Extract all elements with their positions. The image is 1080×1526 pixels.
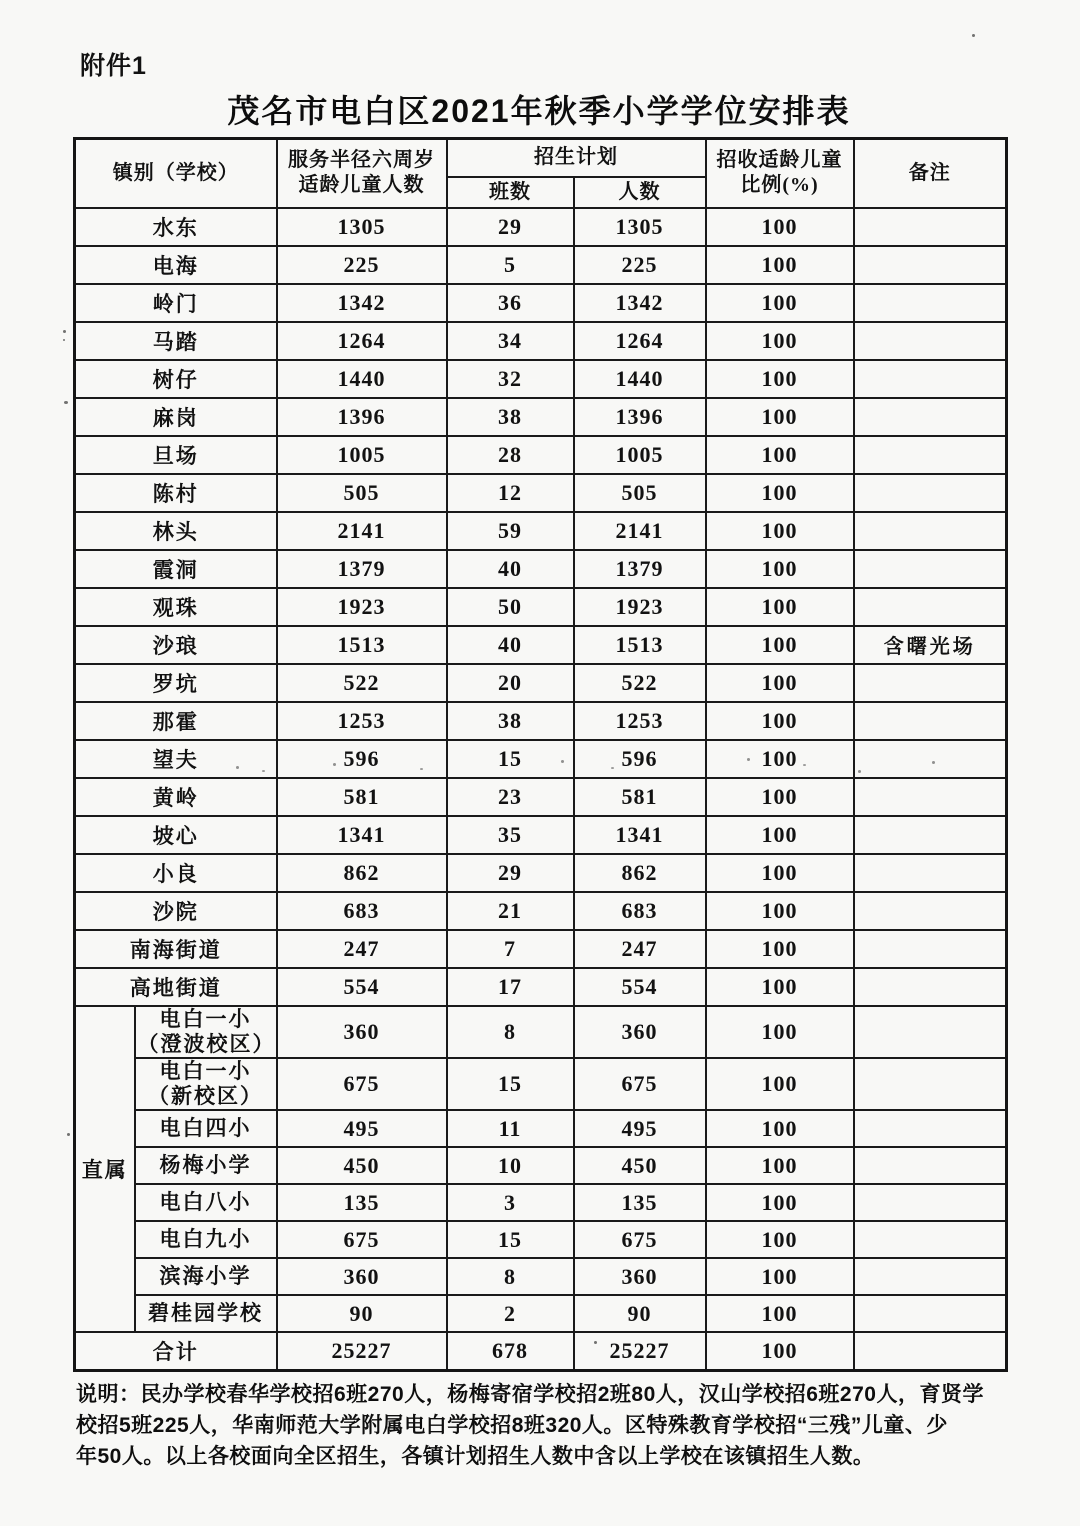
children-count-cell: 581	[277, 778, 447, 816]
classes-cell: 15	[447, 740, 574, 778]
remark-cell	[854, 1058, 1007, 1110]
table-row	[75, 284, 1007, 322]
children-count-cell: 1341	[277, 816, 447, 854]
students-cell: 675	[574, 1221, 706, 1258]
table-header-ratio-line2: 比例(%)	[740, 173, 819, 196]
town-name-cell: 麻岗	[75, 398, 277, 436]
children-count-cell: 1253	[277, 702, 447, 740]
ratio-cell: 100	[706, 1332, 854, 1370]
scan-speck	[594, 1341, 597, 1344]
scan-speck	[63, 339, 65, 341]
town-name-cell: 岭门	[75, 284, 277, 322]
remark-cell	[854, 246, 1007, 284]
ratio-cell: 100	[706, 474, 854, 512]
table-row	[75, 1295, 1007, 1332]
students-cell: 360	[574, 1006, 706, 1058]
ratio-cell: 100	[706, 360, 854, 398]
ratio-cell: 100	[706, 1258, 854, 1295]
town-name-cell: 电海	[75, 246, 277, 284]
table-row	[75, 246, 1007, 284]
students-cell: 1264	[574, 322, 706, 360]
classes-cell: 7	[447, 930, 574, 968]
students-cell: 862	[574, 854, 706, 892]
table-row	[75, 968, 1007, 1006]
town-name-cell: 沙琅	[75, 626, 277, 664]
ratio-cell: 100	[706, 854, 854, 892]
children-count-cell: 135	[277, 1184, 447, 1221]
town-name-cell: 霞洞	[75, 550, 277, 588]
remark-cell	[854, 854, 1007, 892]
remark-cell	[854, 550, 1007, 588]
school-name-line: 滨海小学	[159, 1264, 252, 1289]
school-name-cell	[135, 1184, 277, 1221]
school-name-line: 碧桂园学校	[148, 1301, 263, 1326]
table-header-town: 镇别（学校）	[75, 139, 277, 208]
ratio-cell: 100	[706, 816, 854, 854]
table-row	[75, 1258, 1007, 1295]
students-cell: 505	[574, 474, 706, 512]
direct-group-label-cell: 直属	[75, 1006, 135, 1333]
classes-cell: 28	[447, 436, 574, 474]
students-cell: 1005	[574, 436, 706, 474]
table-row	[75, 1058, 1007, 1110]
classes-cell: 50	[447, 588, 574, 626]
ratio-cell: 100	[706, 1221, 854, 1258]
school-name-cell	[135, 1258, 277, 1295]
children-count-cell: 2141	[277, 512, 447, 550]
scan-speck	[262, 770, 265, 772]
children-count-cell: 225	[277, 246, 447, 284]
table-body	[75, 208, 1007, 1371]
children-count-cell: 90	[277, 1295, 447, 1332]
ratio-cell: 100	[706, 968, 854, 1006]
children-count-cell: 862	[277, 854, 447, 892]
town-name-cell: 望夫	[75, 740, 277, 778]
children-count-cell: 360	[277, 1258, 447, 1295]
ratio-cell: 100	[706, 892, 854, 930]
remark-cell	[854, 284, 1007, 322]
remark-cell: 含曙光场	[854, 626, 1007, 664]
table-row	[75, 436, 1007, 474]
ratio-cell: 100	[706, 1147, 854, 1184]
table-row	[75, 550, 1007, 588]
remark-cell	[854, 512, 1007, 550]
scan-speck	[747, 758, 750, 761]
table-row	[75, 208, 1007, 246]
classes-cell: 23	[447, 778, 574, 816]
total-label-cell: 合计	[75, 1332, 277, 1370]
footnote-line: 校招5班225人，华南师范大学附属电白学校招8班320人。区特殊教育学校招“三残”儿童、少	[76, 1414, 948, 1437]
children-count-cell: 1305	[277, 208, 447, 246]
scan-speck	[64, 401, 68, 404]
ratio-cell: 100	[706, 1295, 854, 1332]
remark-cell	[854, 360, 1007, 398]
remark-cell	[854, 930, 1007, 968]
students-cell: 596	[574, 740, 706, 778]
remark-cell	[854, 702, 1007, 740]
students-cell: 683	[574, 892, 706, 930]
ratio-cell: 100	[706, 588, 854, 626]
classes-cell: 35	[447, 816, 574, 854]
children-count-cell: 495	[277, 1110, 447, 1147]
remark-cell	[854, 436, 1007, 474]
scan-speck	[63, 330, 66, 333]
town-name-cell: 坡心	[75, 816, 277, 854]
school-name-line: 电白八小	[159, 1190, 252, 1215]
children-count-cell: 450	[277, 1147, 447, 1184]
children-count-cell: 522	[277, 664, 447, 702]
students-cell: 1513	[574, 626, 706, 664]
students-cell: 247	[574, 930, 706, 968]
table-row	[75, 1110, 1007, 1147]
children-count-cell: 1342	[277, 284, 447, 322]
scan-speck	[858, 770, 861, 773]
table-row	[75, 892, 1007, 930]
town-name-cell: 罗坑	[75, 664, 277, 702]
classes-cell: 678	[447, 1332, 574, 1370]
school-name-line: 电白一小	[159, 1058, 252, 1083]
classes-cell: 36	[447, 284, 574, 322]
classes-cell: 40	[447, 626, 574, 664]
footnote	[76, 1379, 1014, 1472]
scan-speck	[611, 767, 614, 769]
remark-cell	[854, 1221, 1007, 1258]
total-row	[75, 1332, 1007, 1370]
scan-speck	[236, 766, 239, 769]
school-name-cell	[135, 1147, 277, 1184]
ratio-cell: 100	[706, 778, 854, 816]
footnote-line: 年50人。以上各校面向全区招生，各镇计划招生人数中含以上学校在该镇招生人数。	[76, 1445, 875, 1468]
children-count-cell: 1264	[277, 322, 447, 360]
attachment-label: 附件1	[80, 52, 147, 80]
ratio-cell: 100	[706, 626, 854, 664]
classes-cell: 15	[447, 1058, 574, 1110]
children-count-cell: 675	[277, 1221, 447, 1258]
town-name-cell: 那霍	[75, 702, 277, 740]
table-row	[75, 588, 1007, 626]
children-count-cell: 360	[277, 1006, 447, 1058]
students-cell: 581	[574, 778, 706, 816]
table-row	[75, 360, 1007, 398]
students-cell: 360	[574, 1258, 706, 1295]
table-header-remark: 备注	[854, 139, 1007, 208]
scan-speck	[803, 764, 806, 766]
enrollment-table	[73, 137, 1008, 1372]
school-name-cell	[135, 1110, 277, 1147]
students-cell: 1923	[574, 588, 706, 626]
classes-cell: 38	[447, 398, 574, 436]
school-name-cell	[135, 1221, 277, 1258]
remark-cell	[854, 664, 1007, 702]
town-name-cell: 观珠	[75, 588, 277, 626]
students-cell: 25227	[574, 1332, 706, 1370]
table-row	[75, 778, 1007, 816]
table-row	[75, 930, 1007, 968]
remark-cell	[854, 1006, 1007, 1058]
students-cell: 1305	[574, 208, 706, 246]
remark-cell	[854, 968, 1007, 1006]
remark-cell	[854, 1184, 1007, 1221]
classes-cell: 17	[447, 968, 574, 1006]
town-name-cell: 树仔	[75, 360, 277, 398]
town-name-cell: 黄岭	[75, 778, 277, 816]
classes-cell: 34	[447, 322, 574, 360]
remark-cell	[854, 892, 1007, 930]
town-name-cell: 小良	[75, 854, 277, 892]
school-campus-line: （澄波校区）	[137, 1031, 276, 1056]
classes-cell: 59	[447, 512, 574, 550]
school-name-cell	[135, 1006, 277, 1058]
children-count-cell: 1005	[277, 436, 447, 474]
remark-cell	[854, 398, 1007, 436]
students-cell: 90	[574, 1295, 706, 1332]
remark-cell	[854, 474, 1007, 512]
table-row	[75, 626, 1007, 664]
children-count-cell: 675	[277, 1058, 447, 1110]
remark-cell	[854, 1295, 1007, 1332]
classes-cell: 32	[447, 360, 574, 398]
table-row	[75, 1184, 1007, 1221]
ratio-cell: 100	[706, 284, 854, 322]
children-count-cell: 1513	[277, 626, 447, 664]
students-cell: 225	[574, 246, 706, 284]
children-count-cell: 596	[277, 740, 447, 778]
school-name-line: 电白九小	[159, 1227, 252, 1252]
footnote-line: 说明：民办学校春华学校招6班270人，杨梅寄宿学校招2班80人，汉山学校招6班270人，育贤学	[76, 1383, 984, 1406]
classes-cell: 38	[447, 702, 574, 740]
town-name-cell: 陈村	[75, 474, 277, 512]
students-cell: 1379	[574, 550, 706, 588]
table-header-plan: 招生计划	[447, 139, 706, 177]
ratio-cell: 100	[706, 1110, 854, 1147]
ratio-cell: 100	[706, 702, 854, 740]
students-cell: 1253	[574, 702, 706, 740]
school-name-cell	[135, 1058, 277, 1110]
classes-cell: 8	[447, 1006, 574, 1058]
classes-cell: 40	[447, 550, 574, 588]
classes-cell: 2	[447, 1295, 574, 1332]
children-count-cell: 247	[277, 930, 447, 968]
remark-cell	[854, 1110, 1007, 1147]
town-name-cell: 水东	[75, 208, 277, 246]
classes-cell: 8	[447, 1258, 574, 1295]
table-row	[75, 1147, 1007, 1184]
table-row	[75, 854, 1007, 892]
ratio-cell: 100	[706, 208, 854, 246]
ratio-cell: 100	[706, 1058, 854, 1110]
ratio-cell: 100	[706, 550, 854, 588]
remark-cell	[854, 208, 1007, 246]
scan-speck	[333, 763, 336, 766]
students-cell: 554	[574, 968, 706, 1006]
students-cell: 495	[574, 1110, 706, 1147]
ratio-cell: 100	[706, 1184, 854, 1221]
remark-cell	[854, 1258, 1007, 1295]
scan-speck	[932, 761, 935, 764]
table-row	[75, 474, 1007, 512]
ratio-cell: 100	[706, 322, 854, 360]
classes-cell: 20	[447, 664, 574, 702]
table-header-ratio-line1: 招收适龄儿童	[716, 148, 843, 171]
table-row	[75, 816, 1007, 854]
school-name-line: 电白一小	[159, 1006, 252, 1031]
classes-cell: 29	[447, 208, 574, 246]
students-cell: 450	[574, 1147, 706, 1184]
students-cell: 2141	[574, 512, 706, 550]
children-count-cell: 1923	[277, 588, 447, 626]
remark-cell	[854, 778, 1007, 816]
town-name-cell: 高地街道	[75, 968, 277, 1006]
students-cell: 675	[574, 1058, 706, 1110]
table-header-ratio	[706, 139, 854, 208]
children-count-cell: 1440	[277, 360, 447, 398]
children-count-cell: 554	[277, 968, 447, 1006]
remark-cell	[854, 1147, 1007, 1184]
table-header	[75, 139, 1007, 208]
remark-cell	[854, 322, 1007, 360]
ratio-cell: 100	[706, 1006, 854, 1058]
ratio-cell: 100	[706, 246, 854, 284]
students-cell: 1440	[574, 360, 706, 398]
children-count-cell: 683	[277, 892, 447, 930]
classes-cell: 12	[447, 474, 574, 512]
classes-cell: 10	[447, 1147, 574, 1184]
table-header-students: 人数	[574, 177, 706, 208]
table-header-service-line1: 服务半径六周岁	[288, 148, 435, 171]
classes-cell: 3	[447, 1184, 574, 1221]
town-name-cell: 林头	[75, 512, 277, 550]
remark-cell	[854, 816, 1007, 854]
school-name-line: 杨梅小学	[159, 1153, 252, 1178]
children-count-cell: 1379	[277, 550, 447, 588]
children-count-cell: 25227	[277, 1332, 447, 1370]
remark-cell	[854, 740, 1007, 778]
table-row	[75, 664, 1007, 702]
remark-cell	[854, 1332, 1007, 1370]
page-title: 茂名市电白区2021年秋季小学学位安排表	[227, 93, 851, 129]
table-row	[75, 398, 1007, 436]
table-header-classes: 班数	[447, 177, 574, 208]
ratio-cell: 100	[706, 512, 854, 550]
students-cell: 522	[574, 664, 706, 702]
school-campus-line: （新校区）	[148, 1084, 263, 1109]
ratio-cell: 100	[706, 930, 854, 968]
ratio-cell: 100	[706, 740, 854, 778]
town-name-cell: 南海街道	[75, 930, 277, 968]
town-name-cell: 沙院	[75, 892, 277, 930]
classes-cell: 21	[447, 892, 574, 930]
classes-cell: 29	[447, 854, 574, 892]
scan-speck	[561, 760, 564, 763]
school-name-line: 电白四小	[159, 1116, 252, 1141]
students-cell: 135	[574, 1184, 706, 1221]
students-cell: 1341	[574, 816, 706, 854]
classes-cell: 11	[447, 1110, 574, 1147]
town-name-cell: 旦场	[75, 436, 277, 474]
classes-cell: 15	[447, 1221, 574, 1258]
scan-speck	[420, 768, 423, 770]
scan-speck	[67, 1133, 70, 1136]
children-count-cell: 1396	[277, 398, 447, 436]
table-row	[75, 322, 1007, 360]
ratio-cell: 100	[706, 664, 854, 702]
children-count-cell: 505	[277, 474, 447, 512]
scan-speck	[972, 34, 975, 37]
table-row	[75, 702, 1007, 740]
ratio-cell: 100	[706, 436, 854, 474]
table-row	[75, 740, 1007, 778]
table-row	[75, 1221, 1007, 1258]
table-row	[75, 1006, 1007, 1058]
table-header-service-line2: 适龄儿童人数	[298, 173, 425, 196]
ratio-cell: 100	[706, 398, 854, 436]
table-row	[75, 512, 1007, 550]
school-name-cell	[135, 1295, 277, 1332]
remark-cell	[854, 588, 1007, 626]
students-cell: 1342	[574, 284, 706, 322]
students-cell: 1396	[574, 398, 706, 436]
classes-cell: 5	[447, 246, 574, 284]
town-name-cell: 马踏	[75, 322, 277, 360]
table-header-service	[277, 139, 447, 208]
